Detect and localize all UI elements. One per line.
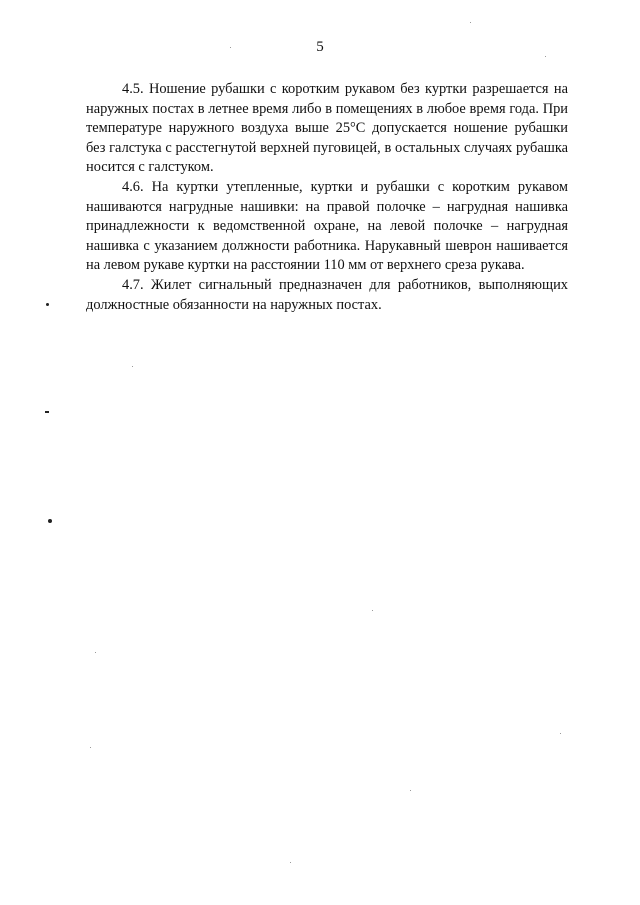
- scan-mark: [48, 519, 52, 523]
- body-text: [86, 80, 568, 315]
- scan-speck: [545, 56, 546, 57]
- scan-speck: [90, 747, 91, 748]
- scan-speck: [95, 652, 96, 653]
- scan-speck: [290, 862, 291, 863]
- scan-mark: [45, 411, 49, 413]
- scan-mark: [46, 303, 49, 306]
- paragraph-4-7: 4.7. Жилет сигнальный предназначен для работников, выполняющих должностные обязанности на наружных постах.: [86, 276, 568, 313]
- scan-speck: [560, 733, 561, 734]
- scan-speck: [230, 47, 231, 48]
- page-number: 5: [316, 39, 324, 55]
- paragraph-4-5: 4.5. Ношение рубашки с коротким рукавом без куртки разрешается на наружных постах в летнее время либо в помещениях в любое время года. При температуре наружного воздуха выше 25°С допускается ношение рубашки без галстука с расстегнутой верхней пуговицей, в остальных случаях рубашка носится с галстуком.: [86, 81, 568, 176]
- paragraph-4-6: 4.6. На куртки утепленные, куртки и рубашки с коротким рукавом нашиваются нагрудные нашивки: на правой полочке – нагрудная нашивка принадлежности к ведомственной охране, на левой полочке – нагрудная нашивка с указанием должности работника. Нарукавный шеврон нашивается на левом рукаве куртки на расстоянии 110 мм от верхнего среза рукава.: [86, 178, 568, 274]
- scan-speck: [372, 610, 373, 611]
- scan-speck: [132, 366, 133, 367]
- scan-speck: [470, 22, 471, 23]
- scan-speck: [410, 790, 411, 791]
